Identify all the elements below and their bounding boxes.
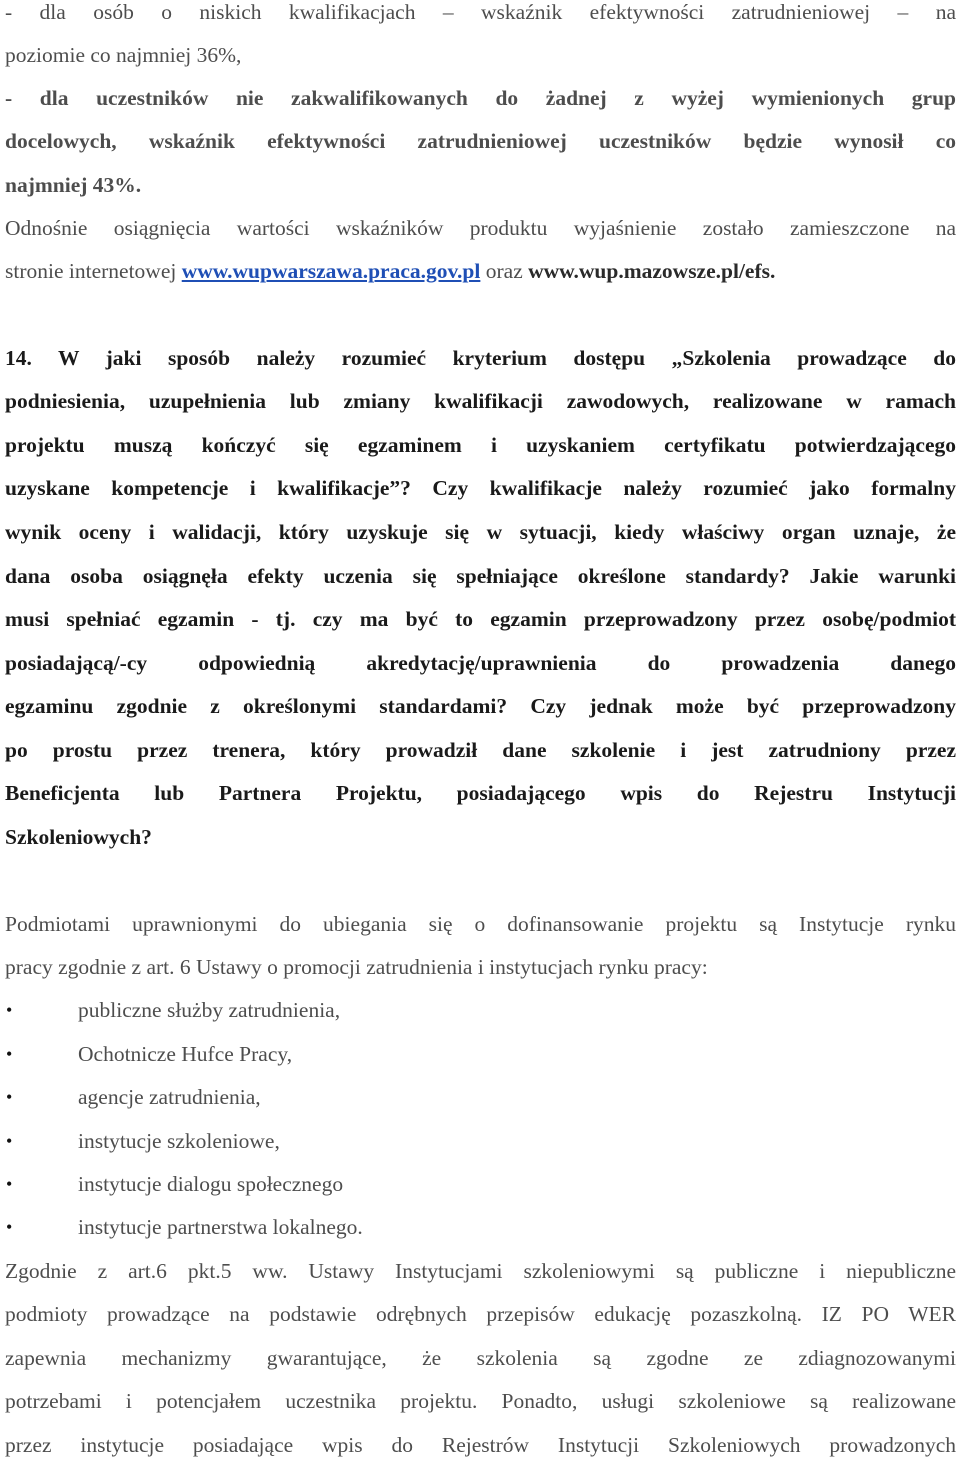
wup-mazowsze-url: www.wup.mazowsze.pl/efs.	[528, 259, 776, 283]
bullet-icon: •	[6, 1217, 13, 1237]
answer-line: Zgodnie z art.6 pkt.5 ww. Ustawy Instytucjami szkoleniowymi są publiczne i niepubliczne	[5, 1259, 956, 1283]
list-item-label: instytucje dialogu społecznego	[78, 1172, 344, 1196]
answer-line: Podmiotami uprawnionymi do ubiegania się o dofinansowanie projektu są Instytucje rynku	[5, 912, 956, 936]
answer-line: podmioty prowadzące na podstawie odrębnych przepisów edukację pozaszkolną. IZ PO WER	[5, 1302, 956, 1326]
text-line: - dla uczestników nie zakwalifikowanych do żadnej z wyżej wymienionych grup	[5, 86, 956, 110]
question-line: podniesienia, uzupełnienia lub zmiany kwalifikacji zawodowych, realizowane w ramach	[5, 389, 956, 413]
list-item-label: instytucje partnerstwa lokalnego.	[78, 1215, 363, 1239]
text-fragment: oraz	[480, 259, 529, 283]
question-line: egzaminu zgodnie z określonymi standardami? Czy jednak może być przeprowadzony	[5, 694, 956, 718]
question-line: musi spełniać egzamin - tj. czy ma być to egzamin przeprowadzony przez osobę/podmiot	[5, 607, 956, 631]
list-item	[0, 1169, 960, 1199]
answer-line: zapewnia mechanizmy gwarantujące, że szkolenia są zgodne ze zdiagnozowanymi	[5, 1346, 956, 1370]
question-line: po prostu przez trenera, który prowadził dane szkolenie i jest zatrudniony przez	[5, 738, 956, 762]
text-fragment: stronie internetowej	[5, 259, 182, 283]
question-line: 14. W jaki sposób należy rozumieć kryterium dostępu „Szkolenia prowadzące do	[5, 346, 956, 370]
list-item	[0, 1126, 960, 1156]
question-line: dana osoba osiągnęła efekty uczenia się spełniające określone standardy? Jakie warunki	[5, 564, 956, 588]
question-line: wynik oceny i walidacji, który uzyskuje się w sytuacji, kiedy właściwy organ uznaje, że	[5, 520, 956, 544]
question-line: uzyskane kompetencje i kwalifikacje”? Czy kwalifikacje należy rozumieć jako formalny	[5, 476, 956, 500]
bullet-icon: •	[6, 1174, 13, 1194]
list-item-label: Ochotnicze Hufce Pracy,	[78, 1042, 293, 1066]
list-item	[0, 995, 960, 1025]
question-line: posiadającą/-cy odpowiednią akredytację/uprawnienia do prowadzenia danego	[5, 651, 956, 675]
text-line: poziomie co najmniej 36%,	[5, 43, 242, 67]
bullet-icon: •	[6, 1044, 13, 1064]
text-line: docelowych, wskaźnik efektywności zatrudnieniowej uczestników będzie wynosił co	[5, 129, 956, 153]
answer-line: potrzebami i potencjałem uczestnika projektu. Ponadto, usługi szkoleniowe są realizowane	[5, 1389, 956, 1413]
text-line: - dla osób o niskich kwalifikacjach – wskaźnik efektywności zatrudnieniowej – na	[5, 0, 956, 24]
answer-line: pracy zgodnie z art. 6 Ustawy o promocji zatrudnienia i instytucjach rynku pracy:	[5, 955, 708, 979]
list-item-label: publiczne służby zatrudnienia,	[78, 998, 341, 1022]
question-line: Beneficjenta lub Partnera Projektu, posiadającego wpis do Rejestru Instytucji	[5, 781, 956, 805]
links-line	[5, 256, 956, 286]
list-item	[0, 1082, 960, 1112]
bullet-icon: •	[6, 1087, 13, 1107]
text-line: Odnośnie osiągnięcia wartości wskaźników produktu wyjaśnienie zostało zamieszczone na	[5, 216, 956, 240]
bullet-icon: •	[6, 1000, 13, 1020]
answer-line: przez instytucje posiadające wpis do Rejestrów Instytucji Szkoleniowych prowadzonych	[5, 1433, 956, 1457]
list-item-label: agencje zatrudnienia,	[78, 1085, 261, 1109]
wup-warszawa-link[interactable]: www.wupwarszawa.praca.gov.pl	[181, 259, 481, 283]
question-line: Szkoleniowych?	[5, 825, 152, 849]
question-line: projektu muszą kończyć się egzaminem i uzyskaniem certyfikatu potwierdzającego	[5, 433, 956, 457]
bullet-icon: •	[6, 1131, 13, 1151]
list-item-label: instytucje szkoleniowe,	[78, 1129, 280, 1153]
list-item	[0, 1212, 960, 1242]
list-item	[0, 1039, 960, 1069]
text-line: najmniej 43%.	[5, 173, 142, 197]
